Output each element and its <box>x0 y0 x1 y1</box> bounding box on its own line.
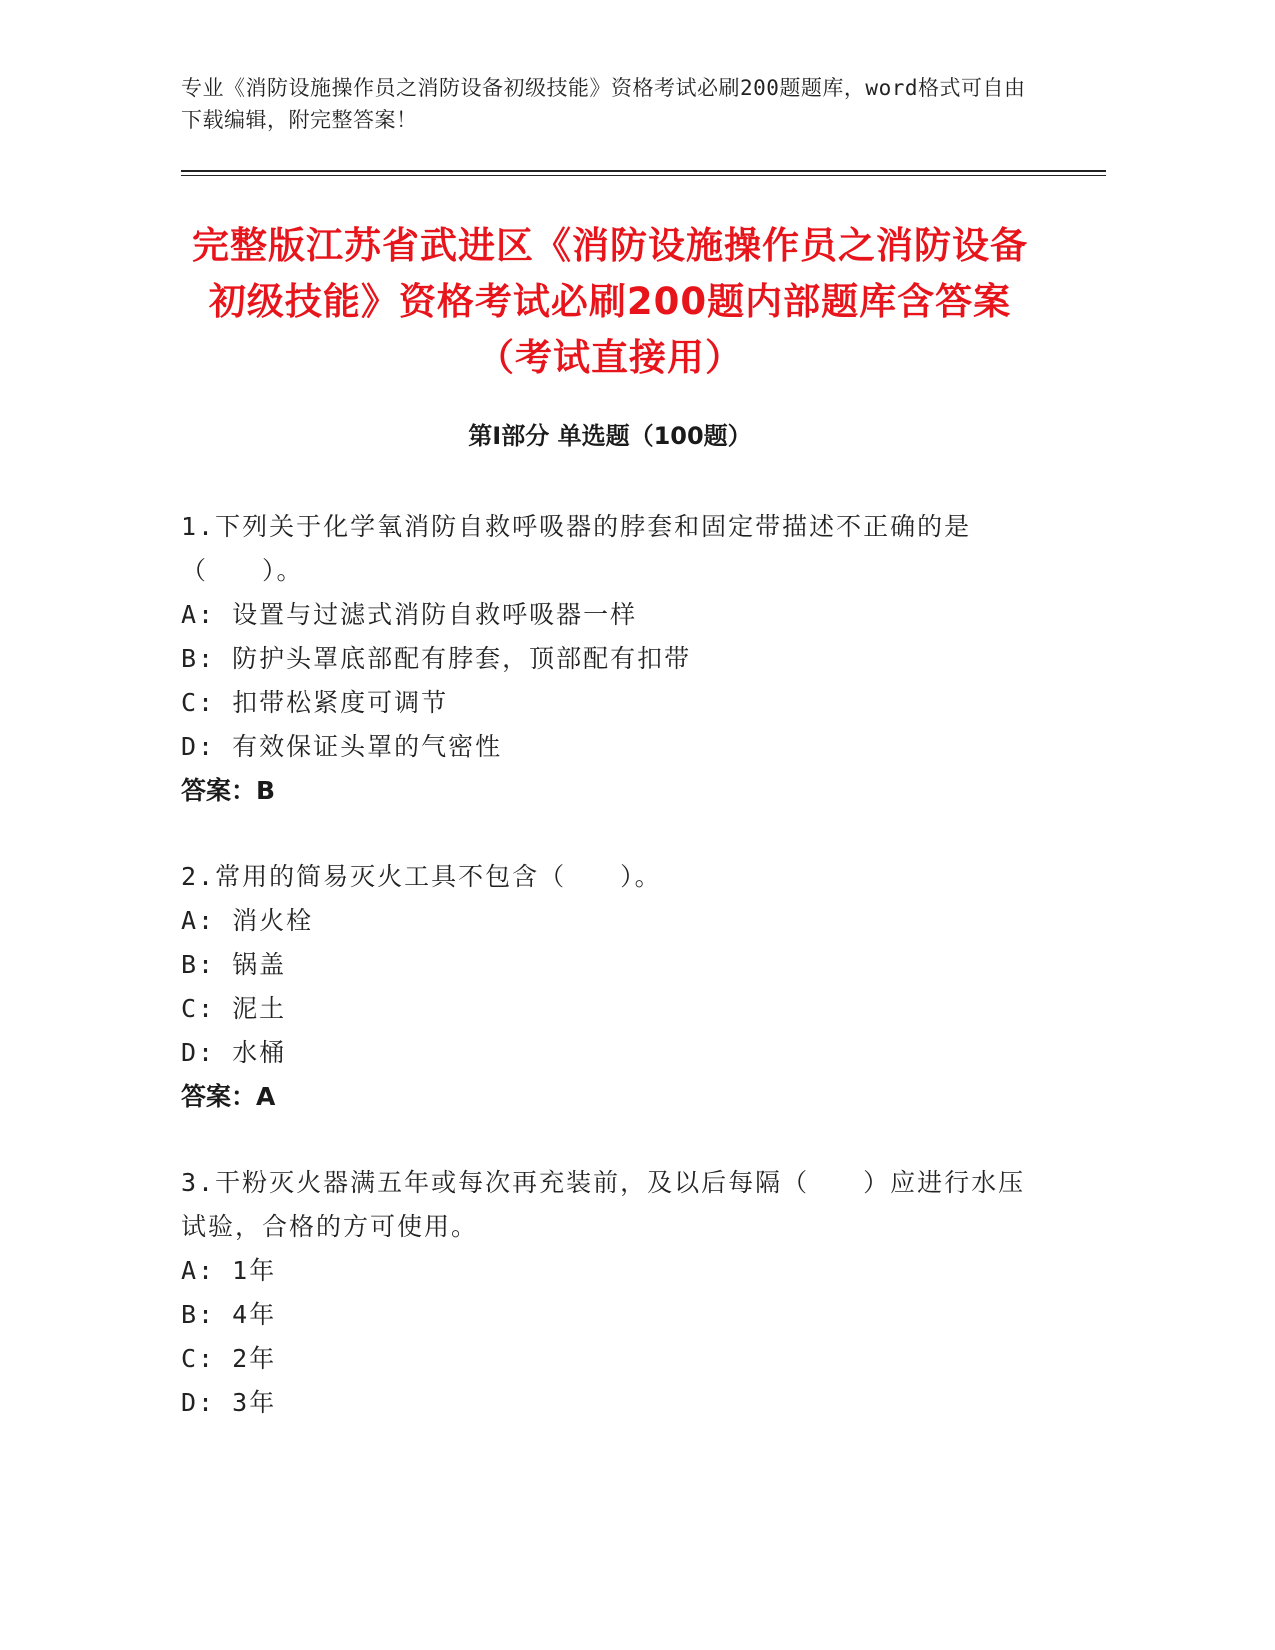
option-d: D: 3年 <box>181 1388 277 1417</box>
answer-line: 答案：B <box>181 776 276 805</box>
option-b: B: 4年 <box>181 1300 277 1329</box>
document-title: 完整版江苏省武进区《消防设施操作员之消防设备初级技能》资格考试必刷200题内部题库含答案（考试直接用） <box>192 224 1028 379</box>
option-d: D: 水桶 <box>181 1038 287 1067</box>
header-divider-thick <box>181 170 1106 172</box>
option-c: C: 扣带松紧度可调节 <box>181 688 449 717</box>
header-note: 专业《消防设施操作员之消防设备初级技能》资格考试必刷200题题库，word格式可自由下载编辑，附完整答案！ <box>181 76 1026 132</box>
option-d: D: 有效保证头罩的气密性 <box>181 732 503 761</box>
header-divider-thin <box>181 175 1106 176</box>
option-b: B: 锅盖 <box>181 950 287 979</box>
option-a: A: 消火栓 <box>181 906 314 935</box>
question-2 <box>181 855 1031 1119</box>
question-3 <box>181 1161 1031 1425</box>
question-1 <box>181 505 1031 813</box>
question-stem: 2.常用的简易灭火工具不包含（ ）。 <box>181 862 662 891</box>
option-b: B: 防护头罩底部配有脖套，顶部配有扣带 <box>181 644 692 673</box>
option-a: A: 设置与过滤式消防自救呼吸器一样 <box>181 600 638 629</box>
question-stem: 1.下列关于化学氧消防自救呼吸器的脖套和固定带描述不正确的是（ ）。 <box>181 512 972 585</box>
section-title: 第I部分 单选题（100题） <box>468 422 752 450</box>
answer-line: 答案：A <box>181 1082 276 1111</box>
question-stem: 3.干粉灭火器满五年或每次再充装前，及以后每隔（ ）应进行水压试验，合格的方可使用。 <box>181 1168 1026 1241</box>
option-c: C: 2年 <box>181 1344 277 1373</box>
option-a: A: 1年 <box>181 1256 277 1285</box>
question-list <box>181 505 1031 1467</box>
option-c: C: 泥土 <box>181 994 287 1023</box>
